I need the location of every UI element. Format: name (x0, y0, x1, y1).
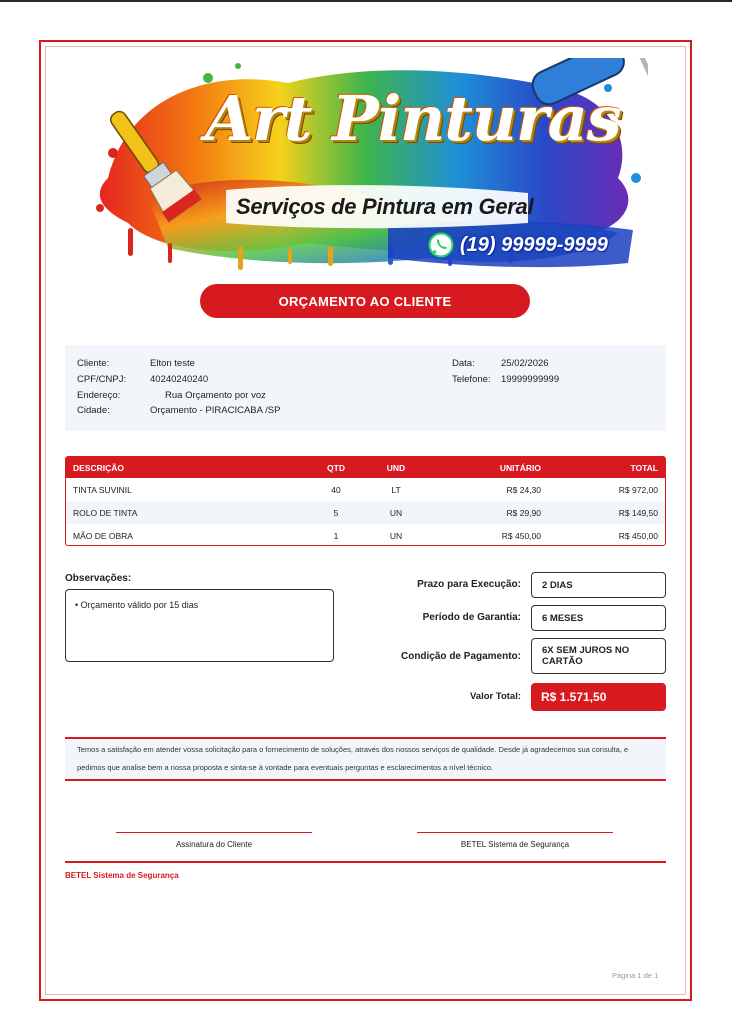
cell-descricao: TINTA SUVINIL (73, 484, 132, 495)
client-date-row (452, 358, 549, 369)
cell-total: R$ 450,00 (618, 530, 658, 541)
table-row (66, 524, 665, 546)
client-cpf-value: 40240240240 (150, 374, 209, 385)
page-number: Página 1 de 1 (612, 971, 659, 980)
footer-brand: BETEL Sistema de Segurança (65, 871, 179, 880)
cell-unitario: R$ 29,90 (506, 507, 541, 518)
cell-unitario: R$ 24,30 (506, 484, 541, 495)
logo-brand-text: Art Pinturas (205, 82, 621, 155)
execution-time-box (531, 572, 666, 598)
warranty-label: Período de Garantia: (422, 612, 521, 623)
client-signature-label: Assinatura do Cliente (175, 840, 253, 849)
total-value: R$ 1.571,50 (541, 690, 607, 704)
cell-und: UN (389, 530, 403, 541)
items-table-header (66, 457, 665, 478)
client-address-value: Rua Orçamento por voz (165, 390, 266, 401)
company-signature-label: BETEL Sistema de Segurança (460, 840, 570, 849)
execution-time-value: 2 DIAS (542, 579, 573, 591)
client-city-value: Orçamento - PIRACICABA /SP (150, 405, 281, 416)
payment-box (531, 638, 666, 674)
client-name-row (77, 358, 195, 369)
client-date-label: Data: (452, 358, 475, 369)
total-box (531, 683, 666, 711)
header-qtd: QTD (327, 462, 345, 473)
cell-qtd: 5 (333, 507, 339, 518)
logo-phone (428, 230, 608, 260)
header-und: UND (386, 462, 406, 473)
cell-total: R$ 972,00 (618, 484, 658, 495)
cell-und: UN (389, 507, 403, 518)
client-name-label: Cliente: (77, 358, 110, 369)
observations-box (65, 589, 334, 662)
client-phone-row (452, 374, 559, 385)
client-name-value: Elton teste (150, 358, 195, 369)
client-cpf-label: CPF/CNPJ: (77, 374, 127, 385)
cell-descricao: ROLO DE TINTA (73, 507, 138, 518)
client-phone-value: 19999999999 (501, 374, 560, 385)
logo-phone-number: (19) 99999-9999 (460, 233, 608, 256)
items-table (65, 456, 666, 546)
header-total: TOTAL (630, 462, 658, 473)
table-row (66, 501, 665, 524)
client-date-value: 25/02/2026 (501, 358, 549, 369)
payment-label: Condição de Pagamento: (400, 651, 521, 662)
execution-time-label: Prazo para Execução: (417, 579, 521, 590)
observations-label: Observações: (65, 573, 132, 584)
cell-und: LT (391, 484, 401, 495)
cell-qtd: 40 (331, 484, 341, 495)
client-address-row (77, 390, 266, 401)
client-city-label: Cidade: (77, 405, 110, 416)
footer-separator (65, 861, 666, 863)
terms-text: Temos a satisfação em atender vossa solicitação para o fornecimento de soluções, através dos nossos serviços de qualidade. Desde já agradecemos sua consulta, e pedimos que analise bem a nossa proposta e sinta-se à vontade para eventuais perguntas e esclarecimentos a nível técnico. (65, 737, 666, 781)
total-label: Valor Total: (469, 691, 521, 702)
company-signature-line (417, 832, 613, 833)
client-address-label: Endereço: (77, 390, 121, 401)
document-title: ORÇAMENTO AO CLIENTE (200, 284, 530, 318)
cell-qtd: 1 (333, 530, 339, 541)
warranty-value: 6 MESES (542, 612, 584, 624)
client-city-row (77, 405, 280, 416)
cell-unitario: R$ 450,00 (501, 530, 541, 541)
whatsapp-icon (428, 232, 454, 258)
cell-descricao: MÃO DE OBRA (73, 530, 133, 541)
client-signature-line (116, 832, 312, 833)
header-unitario: UNITÁRIO (499, 462, 541, 473)
top-border-line (0, 0, 732, 2)
warranty-box (531, 605, 666, 631)
observations-text: • Orçamento válido por 15 dias (75, 600, 199, 610)
logo-subtitle: Serviços de Pintura em Geral (236, 194, 534, 219)
client-phone-label: Telefone: (452, 374, 491, 385)
cell-total: R$ 149,50 (618, 507, 658, 518)
header-descricao: DESCRIÇÃO (73, 462, 125, 473)
table-row (66, 478, 665, 501)
client-cpf-row (77, 374, 208, 385)
payment-value: 6X SEM JUROS NO CARTÃO (542, 645, 630, 667)
